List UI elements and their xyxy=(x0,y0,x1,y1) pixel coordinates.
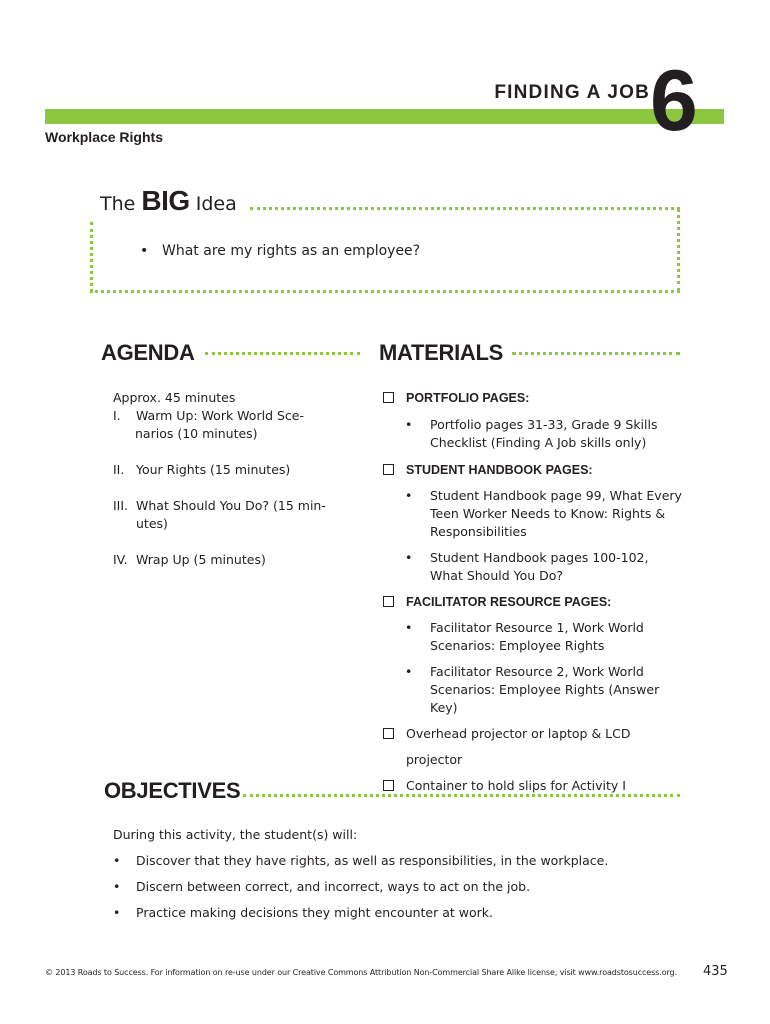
agenda-item-line: utes) xyxy=(136,516,168,531)
materials-item-text xyxy=(430,663,683,717)
objective-item xyxy=(113,852,713,870)
agenda-item xyxy=(113,497,343,533)
bullet-icon: • xyxy=(405,488,413,503)
agenda-item-text xyxy=(136,407,343,443)
materials-item xyxy=(405,487,683,541)
agenda-heading: AGENDA xyxy=(101,340,195,365)
agenda-item-number: I. xyxy=(113,408,121,423)
materials-item-line: What Should You Do? xyxy=(430,568,564,583)
objective-item xyxy=(113,904,713,922)
materials-group-label: FACILITATOR RESOURCE PAGES: xyxy=(406,595,612,609)
materials-group-label: PORTFOLIO PAGES: xyxy=(406,391,530,405)
objectives-intro: During this activity, the student(s) will: xyxy=(113,827,358,842)
agenda-item-line: Warm Up: Work World Sce- xyxy=(136,408,304,423)
materials-item-line: Responsibilities xyxy=(430,524,527,539)
footer-copyright: © 2013 Roads to Success. For information on re-use under our Creative Commons Attribution Non-Commercial Share Alike license, visit www.roadstosuccess.org. xyxy=(45,968,677,977)
agenda-item-line: narios (10 minutes) xyxy=(135,426,258,441)
objectives-heading: OBJECTIVES xyxy=(104,778,241,803)
agenda-item-text xyxy=(136,497,343,533)
big-idea-border-left xyxy=(90,222,93,292)
big-idea-border-bottom xyxy=(90,290,680,293)
objective-text: Discern between correct, and incorrect, ways to act on the job. xyxy=(136,879,531,894)
bullet-icon: • xyxy=(113,905,121,920)
bullet-icon: • xyxy=(405,417,413,432)
materials-group-header xyxy=(383,461,683,479)
checkbox-icon xyxy=(383,596,394,607)
agenda-item-number: IV. xyxy=(113,552,128,567)
materials-item xyxy=(405,663,683,717)
materials-item-text xyxy=(430,487,682,541)
big-idea-title-suffix: Idea xyxy=(195,193,237,215)
checkbox-icon xyxy=(383,780,394,791)
materials-item-line: Facilitator Resource 1, Work World xyxy=(430,620,644,635)
page-number: 435 xyxy=(703,964,728,979)
materials-item-line: Scenarios: Employee Rights (Answer Key) xyxy=(430,682,660,715)
materials-heading: MATERIALS xyxy=(379,340,503,365)
bullet-icon: • xyxy=(405,550,413,565)
checkbox-icon xyxy=(383,728,394,739)
materials-item xyxy=(405,619,683,655)
agenda-item xyxy=(113,407,343,443)
materials-item-text xyxy=(430,416,657,452)
materials-item-line: Scenarios: Employee Rights xyxy=(430,638,605,653)
materials-item xyxy=(405,549,683,585)
bullet-icon: • xyxy=(113,879,121,894)
bullet-icon: • xyxy=(405,620,413,635)
big-idea-bullet: • xyxy=(140,243,149,259)
objectives-list xyxy=(113,826,713,922)
agenda-item-text: Your Rights (15 minutes) xyxy=(136,462,291,477)
chapter-title: FINDING A JOB xyxy=(494,82,650,103)
agenda-item xyxy=(113,461,343,479)
materials-item-line: projector xyxy=(406,752,463,767)
big-idea-border-top xyxy=(250,207,680,210)
lesson-title: Workplace Rights xyxy=(45,129,163,145)
materials-plain-item xyxy=(383,777,683,795)
materials-item-text xyxy=(430,619,644,655)
agenda-item-line: What Should You Do? (15 min- xyxy=(136,498,326,513)
chapter-number: 6 xyxy=(650,53,696,149)
objective-text: Discover that they have rights, as well as responsibilities, in the workplace. xyxy=(136,853,609,868)
checkbox-icon xyxy=(383,392,394,403)
checkbox-icon xyxy=(383,464,394,475)
materials-item-text xyxy=(430,549,648,585)
agenda-item-text: Wrap Up (5 minutes) xyxy=(136,552,266,567)
agenda-item-number: II. xyxy=(113,462,125,477)
materials-item-line: Student Handbook page 99, What Every xyxy=(430,488,682,503)
big-idea-title xyxy=(100,185,237,217)
materials-heading-rule xyxy=(512,352,680,355)
objective-item xyxy=(113,878,713,896)
materials-item-line: Checklist (Finding A Job skills only) xyxy=(430,435,647,450)
big-idea-title-prefix: The xyxy=(100,193,136,215)
agenda-duration: Approx. 45 minutes xyxy=(113,390,236,405)
materials-item-line: Facilitator Resource 2, Work World xyxy=(430,664,644,679)
materials-group-label: STUDENT HANDBOOK PAGES: xyxy=(406,463,593,477)
agenda-list xyxy=(113,389,343,569)
materials-item-line: Teen Worker Needs to Know: Rights & xyxy=(430,506,666,521)
agenda-heading-rule xyxy=(205,352,360,355)
materials-list xyxy=(383,389,683,795)
materials-item xyxy=(405,416,683,452)
big-idea-question: What are my rights as an employee? xyxy=(162,243,421,259)
materials-group-header xyxy=(383,389,683,407)
materials-group-header xyxy=(383,593,683,611)
bullet-icon: • xyxy=(113,853,121,868)
agenda-item xyxy=(113,551,343,569)
materials-item-line: Overhead projector or laptop & LCD xyxy=(406,726,631,741)
big-idea-border-right xyxy=(677,208,680,292)
materials-item-line: Student Handbook pages 100-102, xyxy=(430,550,649,565)
objective-text: Practice making decisions they might encounter at work. xyxy=(136,905,493,920)
materials-plain-item-text: Container to hold slips for Activity I xyxy=(406,778,626,793)
big-idea-title-emphasis: BIG xyxy=(141,185,190,216)
header-accent-bar xyxy=(45,109,724,124)
materials-plain-item-text xyxy=(406,725,631,769)
bullet-icon: • xyxy=(405,664,413,679)
materials-item-line: Portfolio pages 31-33, Grade 9 Skills xyxy=(430,417,658,432)
objectives-heading-rule xyxy=(243,794,680,797)
materials-plain-item xyxy=(383,725,683,769)
agenda-item-number: III. xyxy=(113,498,129,513)
